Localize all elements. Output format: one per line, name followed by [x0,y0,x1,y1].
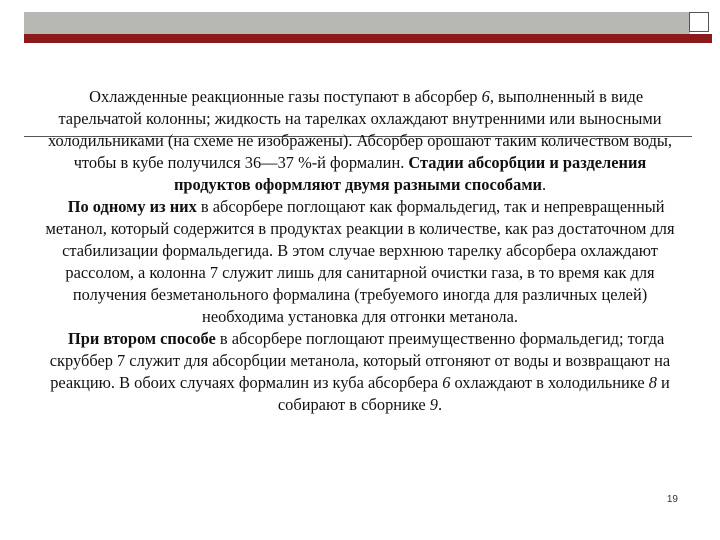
paragraph-3 [40,328,680,416]
p3-bold: При втором способе [67,329,216,348]
p3-text-c: и собирают в сборнике [277,373,670,414]
p2-bold: По одному из них [67,197,197,216]
p1-end: . [541,175,547,194]
p1-bold: Стадии абсорбции и разделения продуктов оформляют двумя разными способами [173,153,647,194]
corner-square [689,12,709,32]
p2-text: в абсорбере поглощают как формальдегид, так и непревращенный метанол, который содержится в продуктах реакции в количестве, как раз достаточном для стабилизации формальдегида. В этом случае верхнюю тарелку абсорбера охлаждают рассолом, а колонна 7 служит лишь для санитарной очистки газа, в то время как для получения безметанольного формалина (требуемого иногда для различных целей) необходима установка для отгонки метанола. [45,197,675,326]
paragraph-1 [40,86,680,196]
p3-ref-9: 9 [429,395,438,414]
header-red-bar [24,34,712,43]
p3-end: . [437,395,443,414]
p3-text-a: в абсорбере поглощают преимущественно формальдегид; тогда скруббер 7 служит для абсорбции метанола, который отгоняют от воды и возвращают на реакцию. В обоих случаях формалин из куба абсорбера [49,329,671,392]
slide-body [40,86,680,416]
p1-text-b: , выполненный в виде тарельчатой колонны; жидкость на тарелках охлаждают внутренними или выносными холодильниками (на схеме не изображены). Абсорбер орошают таким количеством воды, чтобы в кубе получился 36—37 %-й формалин. [47,87,673,172]
p1-text-a: Охлажденные реакционные газы поступают в абсорбер [89,87,482,106]
p1-ref-6: 6 [481,87,490,106]
paragraph-2 [40,196,680,328]
page-number: 19 [666,494,678,505]
p3-ref-6: 6 [442,373,451,392]
header-gray-bar [24,12,690,34]
p3-text-b: охлаждают в холодильнике [450,373,649,392]
p3-ref-8: 8 [648,373,657,392]
